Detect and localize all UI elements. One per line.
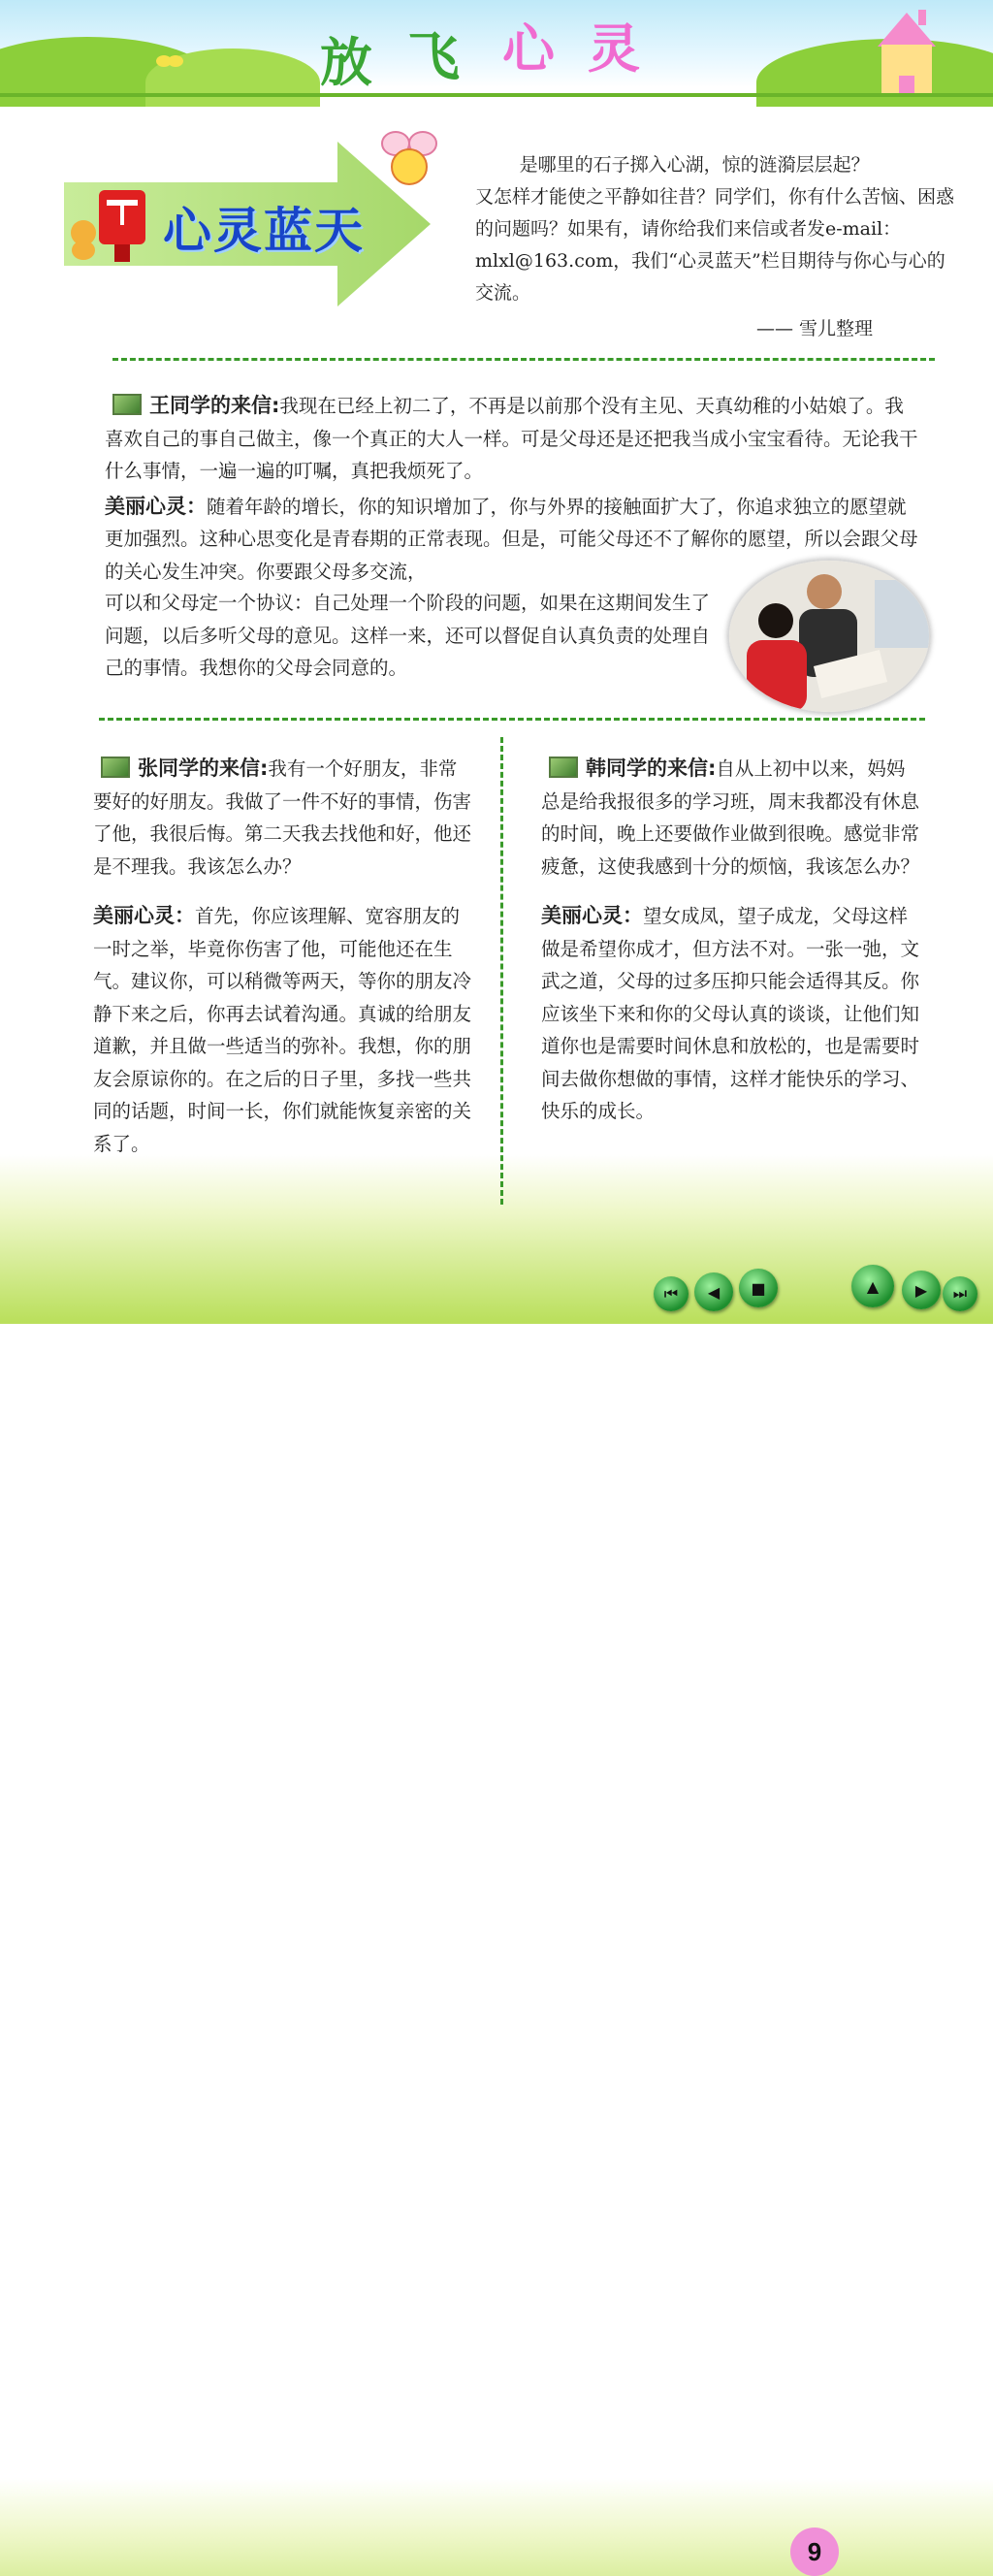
letter-wang-text: 我现在已经上初二了，不再是以前那个没有主见、天真幼稚的小姑娘了。我喜欢自己的事自己做主，像一个真正的大人一样。可是父母还是还把我当成小宝宝看待。无论我干什么事情，一遍一遍的叮嘱，真把我烦死了。 — [105, 395, 918, 482]
header-title-char: 飞 — [407, 26, 460, 87]
column-divider — [500, 737, 503, 1205]
letter-wang — [105, 390, 921, 588]
next-page-icon[interactable]: ▶ — [902, 1271, 941, 1309]
letter-wang-reply-text: 随着年龄的增长，你的知识增加了，你与外界的接触面扩大了，你追求独立的愿望就更加强烈。这种心思变化是青春期的正常表现。但是，可能父母还不了解你的愿望，所以会跟父母的关心发生冲突。你要跟父母多交流， — [105, 495, 918, 583]
letter-han-reply-text: 望女成凤，望子成龙，父母这样做是希望你成才，但方法不对。一张一弛，文武之道，父母的过多压抑只能会适得其反。你应该坐下来和你的父母认真的谈谈，让他们知道你也是需要时间休息和放松的，也是需要时间去做你想做的事情，这样才能快乐的学习、快乐的成长。 — [541, 905, 920, 1122]
letter-wang-lead: 王同学的来信: — [149, 394, 280, 417]
leaf-icon — [112, 394, 142, 415]
letter-han-question — [541, 753, 921, 883]
leaf-icon — [549, 757, 578, 778]
bee-icon — [380, 128, 442, 194]
cartoon-bear-icon — [66, 217, 101, 260]
letter-zhang-text: 我有一个好朋友，非常要好的好朋友。我做了一件不好的事情，伤害了他，我很后悔。第二天我去找他和好，他还是不理我。我该怎么办？ — [93, 757, 472, 878]
intro-first-line: 是哪里的石子掷入心湖，惊的涟漪层层起？ — [519, 154, 870, 176]
letter-zhang-question — [93, 753, 471, 883]
letter-han-reply — [541, 900, 921, 1128]
header-title-char: 灵 — [588, 18, 640, 80]
letter-zhang-reply-lead: 美丽心灵： — [93, 904, 195, 927]
letter-wang-reply-continued — [105, 587, 723, 685]
mailbox-icon — [95, 188, 149, 262]
signature: —— 雪儿整理 — [756, 318, 874, 339]
stop-icon[interactable]: ■ — [739, 1269, 778, 1307]
header-title-char: 放 — [320, 32, 372, 93]
letter-zhang — [93, 753, 471, 1160]
column-intro — [475, 149, 960, 309]
home-icon[interactable]: ▲ — [851, 1265, 894, 1307]
page-navigation — [0, 1269, 993, 2566]
letter-wang-reply-text-2: 可以和父母定一个协议：自己处理一个阶段的问题，如果在这期间发生了问题，以后多听父母的意见。这样一来，还可以督促自认真负责的处理自己的事情。我想你的父母会同意的。 — [105, 592, 711, 679]
letter-zhang-lead: 张同学的来信: — [138, 757, 269, 780]
banner-title: 心灵蓝天 — [163, 203, 365, 259]
letter-han-text: 自从上初中以来，妈妈总是给我报很多的学习班，周末我都没有休息的时间，晚上还要做作业做到很晚。感觉非常疲惫，这使我感到十分的烦恼，我该怎么办？ — [541, 757, 920, 878]
last-page-icon[interactable]: ⏭ — [943, 1276, 977, 1311]
letter-wang-question — [105, 390, 921, 488]
photo-illustration — [729, 561, 929, 712]
leaf-icon — [101, 757, 130, 778]
header-title-char: 心 — [502, 18, 555, 80]
letter-zhang-reply — [93, 900, 471, 1160]
section-divider — [99, 718, 925, 721]
page-header — [0, 0, 993, 107]
first-page-icon[interactable]: ⏮ — [654, 1276, 689, 1311]
butterfly-icon — [155, 50, 184, 72]
letter-han-lead: 韩同学的来信: — [586, 757, 717, 780]
house-icon — [868, 8, 945, 97]
letter-han-reply-lead: 美丽心灵： — [541, 904, 643, 927]
page-number-badge: 9 — [790, 2528, 839, 2576]
letter-zhang-reply-text: 首先，你应该理解、宽容朋友的一时之举，毕竟你伤害了他，可能他还在生气。建议你，可以稍微等两天，等你的朋友冷静下来之后，你再去试着沟通。真诚的给朋友道歉，并且做一些适当的弥补。我想，你的朋友会原谅你的。在之后的日子里，多找一些共同的话题，时间一长，你们就能恢复亲密的关系了。 — [93, 905, 472, 1155]
section-divider — [112, 358, 935, 361]
intro-body: 又怎样才能使之平静如往昔？同学们，你有什么苦恼、困惑的问题吗？如果有，请你给我们来信或者发e-mail：mlxl@163.com，我们“心灵蓝天”栏目期待与你心与心的交流。 — [475, 186, 955, 304]
parent-child-photo — [727, 559, 931, 714]
column-banner — [64, 142, 432, 306]
header-divider — [0, 93, 993, 97]
letter-han — [541, 753, 921, 1128]
letter-wang-reply-lead: 美丽心灵： — [105, 494, 207, 518]
previous-page-icon[interactable]: ◀ — [694, 1272, 733, 1311]
